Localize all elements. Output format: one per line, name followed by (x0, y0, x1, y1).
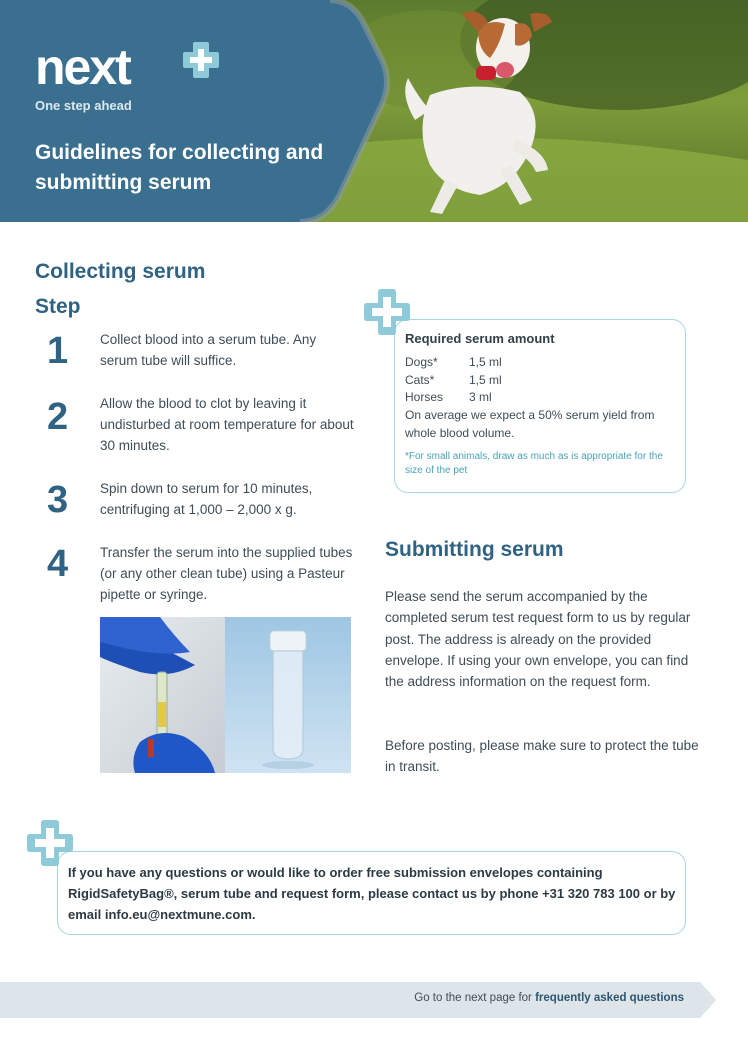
header-banner (0, 0, 748, 222)
contact-box (57, 851, 686, 935)
logo-wordmark: next (35, 39, 130, 95)
amount-row-dogs (405, 355, 502, 369)
contact-plus-icon (24, 817, 76, 869)
footer-prefix: Go to the next page for (414, 992, 532, 1004)
step-text: Spin down to serum for 10 minutes, centrifuging at 1,000 – 2,000 x g. (100, 481, 313, 517)
step-number: 1 (47, 330, 69, 372)
footer-link-text[interactable]: frequently asked questions (535, 992, 684, 1004)
logo-plus-icon (181, 40, 221, 80)
footer-next-page-link[interactable] (414, 992, 684, 1004)
tagline: One step ahead (35, 98, 132, 113)
small-animals-note: *For small animals, draw as much as is appropriate for the size of the pet (405, 451, 663, 476)
step-text: Collect blood into a serum tube. Any serum tube will suffice. (100, 332, 317, 368)
animal-label: Dogs* (405, 355, 438, 369)
amount-value: 1,5 ml (469, 373, 502, 387)
amount-value: 1,5 ml (469, 355, 502, 369)
submitting-serum-heading: Submitting serum (385, 538, 564, 561)
page-title: Guidelines for collecting and submitting serum (35, 141, 324, 194)
step-text: Transfer the serum into the supplied tubes (or any other clean tube) using a Pasteur pipette or syringe. (100, 545, 353, 602)
serum-photos (100, 617, 351, 773)
amount-value: 3 ml (469, 390, 492, 404)
step-heading: Step (35, 295, 81, 318)
contact-text: If you have any questions or would like to order free submission envelopes containing RigidSafetyBag®, serum tube and request form, please contact us by phone +31 320 783 100 or by email info.eu@nextmune.com. (68, 865, 676, 922)
card-plus-icon (361, 286, 413, 338)
amount-row-horses (405, 390, 492, 404)
submitting-paragraph-1: Please send the serum accompanied by the completed serum test request form to us by regular post. The address is already on the provided envelope. If using your own envelope, you can find the address information on the request form. (385, 589, 691, 690)
amount-row-cats (405, 373, 502, 387)
step-number: 2 (47, 396, 69, 438)
collecting-serum-heading: Collecting serum (35, 260, 206, 283)
card-title: Required serum amount (405, 331, 555, 346)
step-number: 3 (47, 479, 69, 521)
animal-label: Cats* (405, 373, 435, 387)
nextmune-logo (35, 38, 235, 98)
step-number: 4 (47, 543, 69, 585)
serum-tube-photo (225, 617, 351, 773)
serum-amount-card (394, 319, 686, 493)
pipette-photo (100, 617, 225, 773)
submitting-paragraph-2: Before posting, please make sure to protect the tube in transit. (385, 738, 699, 775)
animal-label: Horses (405, 390, 444, 404)
step-text: Allow the blood to clot by leaving it undisturbed at room temperature for about 30 minutes. (100, 396, 354, 453)
serum-yield-text: On average we expect a 50% serum yield from whole blood volume. (405, 408, 655, 440)
